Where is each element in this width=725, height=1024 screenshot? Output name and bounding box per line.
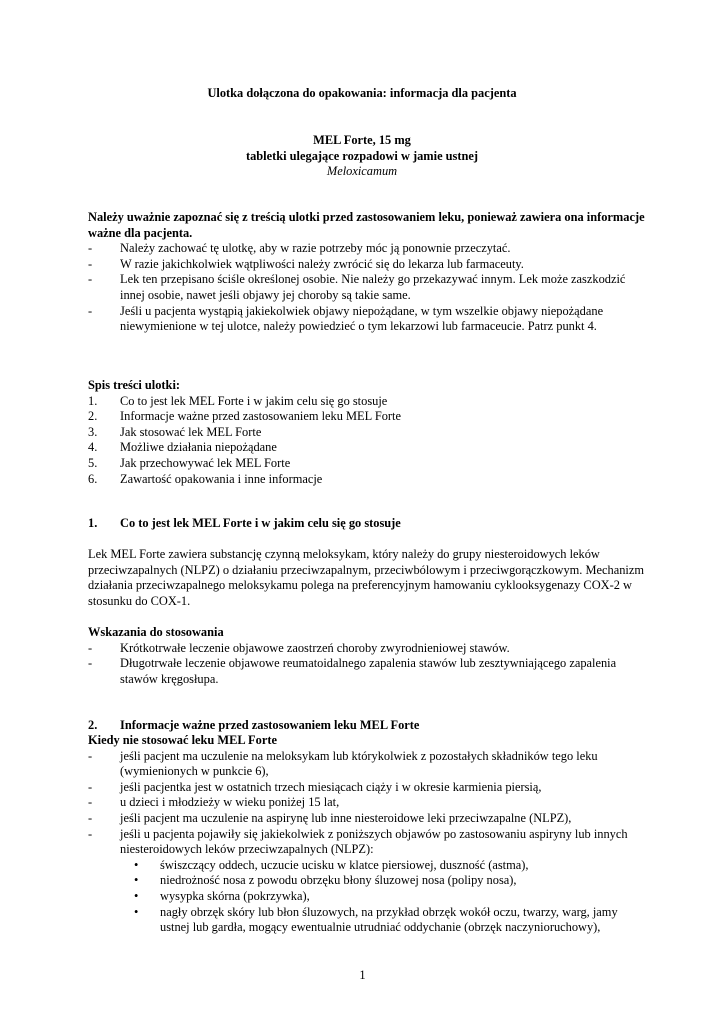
toc-item: 1. Co to jest lek MEL Forte i w jakim celu się go stosuje (88, 393, 388, 408)
contraindication-item: - jeśli pacjent ma uczulenie na meloksykam lub którykolwiek z pozostałych składników tego leku (wymienionych w punkcie 6), (88, 748, 598, 779)
intro-item: - Lek ten przepisano ściśle określonej osobie. Nie należy go przekazywać innym. Lek może zaszkodzić innej osobie, nawet jeśli objawy jej choroby są takie same. (88, 272, 626, 302)
section-1-paragraph: Lek MEL Forte zawiera substancję czynną meloksykam, który należy do grupy niesteroidowych leków przeciwzapalnych (NLPZ) o działaniu przeciwzapalnym, przeciwbólowym i przeciwgorączkowym. Mechanizm działania przeciwzapalnego meloksykamu polega na preferencyjnym hamowaniu cyklooksygenazy COX-2 w stosunku do COX-1. (88, 547, 644, 608)
symptom-bullet-item: • niedrożność nosa z powodu obrzęku błony śluzowej nosa (polipy nosa), (134, 873, 517, 888)
contraindication-item: - jeśli pacjent ma uczulenie na aspirynę lub inne niesteroidowe leki przeciwzapalne (NLPZ), (88, 810, 572, 825)
intro-item: - Jeśli u pacjenta wystąpią jakiekolwiek objawy niepożądane, w tym wszelkie objawy niepożądane niewymienione w tej ulotce, należy powiedzieć o tym lekarzowi lub farmaceucie. Patrz punkt 4. (88, 303, 604, 334)
section-1-heading: 1. Co to jest lek MEL Forte i w jakim celu się go stosuje (88, 516, 401, 530)
intro-section (88, 210, 648, 335)
contraindications-heading: Kiedy nie stosować leku MEL Forte (88, 733, 277, 747)
toc-item: 2. Informacje ważne przed zastosowaniem leku MEL Forte (88, 409, 401, 424)
bullet-icon: • (134, 888, 139, 903)
intro-item: - W razie jakichkolwiek wątpliwości należy zwrócić się do lekarza lub farmaceuty. (88, 256, 524, 271)
product-form: tabletki ulegające rozpadowi w jamie ustnej (245, 149, 479, 163)
toc-item: 5. Jak przechowywać lek MEL Forte (88, 455, 291, 470)
bullet-icon: • (134, 857, 139, 872)
toc-heading: Spis treści ulotki: (88, 378, 181, 392)
contraindication-item: - jeśli u pacjenta pojawiły się jakiekolwiek z poniższych objawów po zastosowaniu aspiryny lub innych niesteroidowych leków przeciwzapalnych (NLPZ): (88, 826, 628, 857)
indications-section (88, 625, 648, 687)
indication-item: - Krótkotrwałe leczenie objawowe zaostrzeń choroby zwyrodnieniowej stawów. (88, 640, 510, 655)
symptom-bullet-item: • nagły obrzęk skóry lub błon śluzowych, na przykład obrzęk wokół oczu, twarzy, warg, jamy ustnej lub gardła, mogący ewentualnie utrudniać oddychanie (obrzęk naczynioruchowy), (134, 904, 618, 935)
toc-item: 3. Jak stosować lek MEL Forte (88, 424, 262, 439)
toc-section (88, 378, 648, 487)
toc-item: 6. Zawartość opakowania i inne informacje (88, 471, 323, 486)
active-substance: Meloxicamum (326, 164, 398, 178)
intro-heading: Należy uważnie zapoznać się z treścią ulotki przed zastosowaniem leku, ponieważ zawiera ona informacje ważne dla pacjenta. (88, 210, 645, 240)
page-number: 1 (359, 968, 366, 982)
indications-heading: Wskazania do stosowania (88, 625, 224, 639)
symptom-bullet-item: • wysypka skórna (pokrzywka), (134, 888, 310, 903)
section-2-heading: 2. Informacje ważne przed zastosowaniem leku MEL Forte (88, 717, 420, 732)
product-name: MEL Forte, 15 mg (313, 133, 411, 147)
intro-item: - Należy zachować tę ulotkę, aby w razie potrzeby móc ją ponownie przeczytać. (88, 241, 511, 256)
toc-item: 4. Możliwe działania niepożądane (88, 440, 277, 455)
contraindication-item: - jeśli pacjentka jest w ostatnich trzech miesiącach ciąży i w okresie karmienia piersią, (88, 779, 542, 794)
contraindications-section (88, 733, 648, 936)
contraindication-item: - u dzieci i młodzieży w wieku poniżej 15 lat, (88, 795, 340, 810)
leaflet-title: Ulotka dołączona do opakowania: informacja dla pacjenta (207, 86, 517, 100)
indication-item: - Długotrwałe leczenie objawowe reumatoidalnego zapalenia stawów lub zesztywniającego zapalenia stawów kręgosłupa. (88, 656, 617, 686)
bullet-icon: • (134, 873, 139, 888)
symptom-bullet-item: • świszczący oddech, uczucie ucisku w klatce piersiowej, duszność (astma), (134, 857, 529, 872)
bullet-icon: • (134, 904, 139, 919)
